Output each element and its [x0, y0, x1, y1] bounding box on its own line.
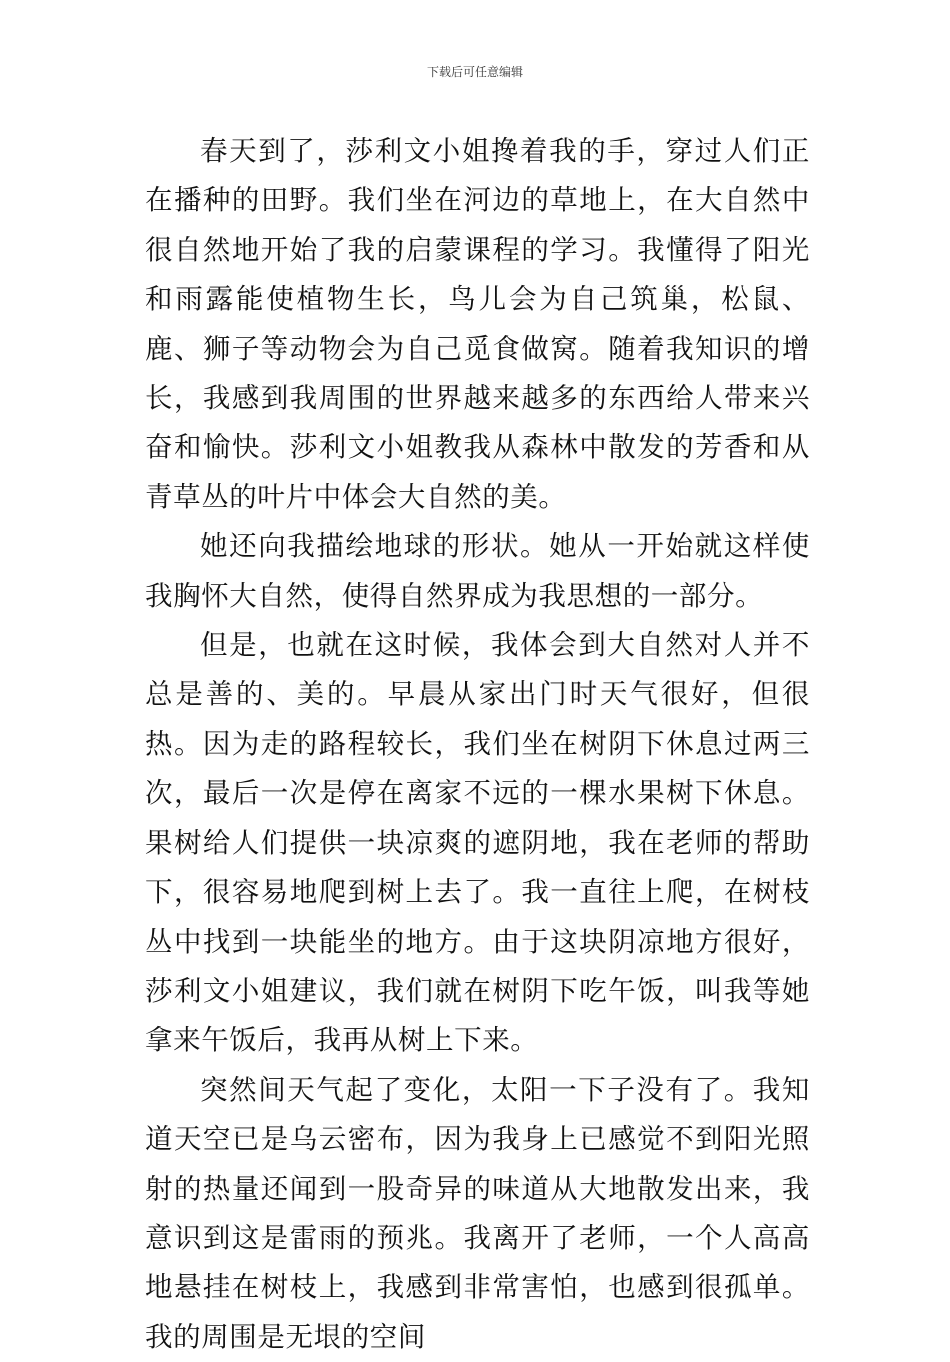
- paragraph-3: 但是，也就在这时候，我体会到大自然对人并不总是善的、美的。早晨从家出门时天气很好，但很热。因为走的路程较长，我们坐在树阴下休息过两三次，最后一次是停在离家不远的一棵水果树下休息。果树给人们提供一块凉爽的遮阴地，我在老师的帮助下，很容易地爬到树上去了。我一直往上爬，在树枝丛中找到一块能坐的地方。由于这块阴凉地方很好，莎利文小姐建议，我们就在树阴下吃午饭，叫我等她拿来午饭后，我再从树上下来。: [145, 629, 810, 1057]
- page-header: 下载后可任意编辑: [426, 65, 523, 79]
- paragraph-1: 春天到了，莎利文小姐搀着我的手，穿过人们正在播种的田野。我们坐在河边的草地上，在大自然中很自然地开始了我的启蒙课程的学习。我懂得了阳光和雨露能使植物生长，鸟儿会为自己筑巢，松鼠、鹿、狮子等动物会为自己觅食做窝。随着我知识的增长，我感到我周围的世界越来越多的东西给人带来兴奋和愉快。莎利文小姐教我从森林中散发的芳香和从青草丛的叶片中体会大自然的美。: [145, 135, 810, 513]
- paragraph-2: 她还向我描绘地球的形状。她从一开始就这样使我胸怀大自然，使得自然界成为我思想的一部分。: [145, 530, 810, 612]
- body-text: [145, 127, 810, 1362]
- paragraph-4: 突然间天气起了变化，太阳一下子没有了。我知道天空已是乌云密布，因为我身上已感觉不到阳光照射的热量还闻到一股奇异的味道从大地散发出来，我意识到这是雷雨的预兆。我离开了老师，一个人高高地悬挂在树枝上，我感到非常害怕，也感到很孤单。我的周围是无垠的空间: [145, 1073, 810, 1353]
